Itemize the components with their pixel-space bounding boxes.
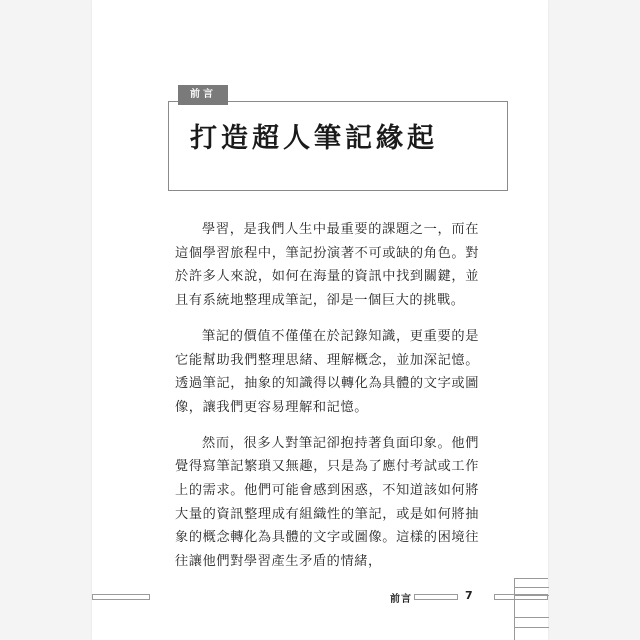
thumb-tab-line [515, 617, 549, 618]
paragraph-1: 學習，是我們人生中最重要的課題之一，而在這個學習旅程中，筆記扮演著不可或缺的角色。對於許多人來說，如何在海量的資訊中找到關鍵，並且有系統地整理成筆記，卻是一個巨大的挑戰。 [175, 222, 479, 309]
paragraph-3: 然而，很多人對筆記卻抱持著負面印象。他們覺得寫筆記繁瑣又無趣，只是為了應付考試或工作上的需求。他們可能會感到困惑，不知道該如何將大量的資訊整理成有組織性的筆記，或是如何將抽象的概念轉化為具體的文字或圖像。這樣的困境往往讓他們對學習產生矛盾的情緒， [175, 435, 479, 570]
chapter-title: 打造超人筆記緣起 [190, 123, 438, 154]
body-text [175, 218, 479, 586]
page-number: 7 [465, 589, 473, 602]
thumb-tab-line [515, 587, 549, 588]
footer-mid-bar [414, 594, 458, 600]
thumb-tab-line [515, 627, 549, 628]
section-tab: 前言 [178, 85, 228, 105]
footer-section-label: 前言 [390, 594, 412, 605]
thumb-tab-grid [514, 578, 548, 640]
paragraph-2: 筆記的價值不僅僅在於記錄知識，更重要的是它能幫助我們整理思緒、理解概念，並加深記憶。透過筆記，抽象的知識得以轉化為具體的文字或圖像，讓我們更容易理解和記憶。 [175, 328, 479, 415]
thumb-tab-line [515, 595, 549, 596]
footer-left-bar [92, 594, 150, 600]
